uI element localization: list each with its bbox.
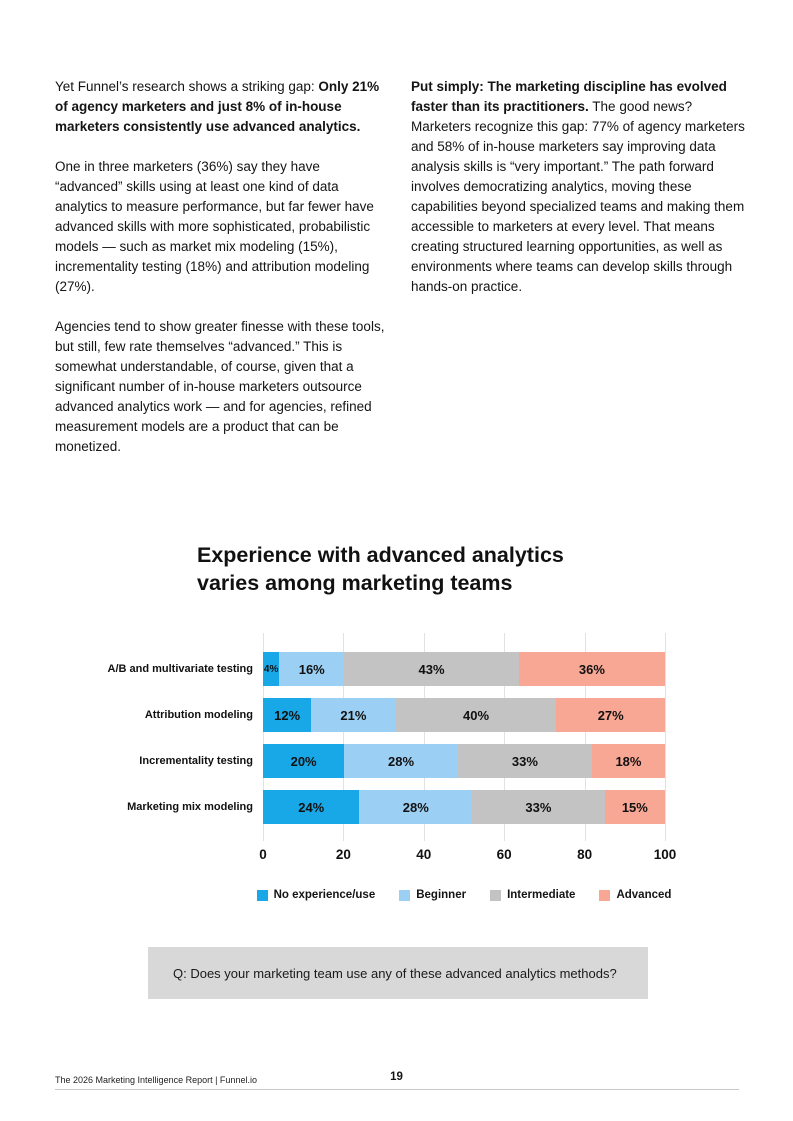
bar-segment [344,652,519,686]
paragraph [411,77,745,297]
chart-title [197,541,564,597]
bar-segment-value: 18% [615,753,642,769]
legend-swatch [399,890,410,901]
bar-segment-value: 28% [388,753,415,769]
bar-segment-value: 21% [340,707,367,723]
stacked-bar [263,652,665,686]
chart-category-label: Marketing mix modeling [127,801,253,813]
chart-row [55,790,665,824]
bar-segment [592,744,665,778]
x-tick-label: 80 [577,847,593,862]
x-axis-ticks [259,847,677,865]
chart-plot-area [55,633,665,841]
bar-segment [472,790,605,824]
bar-segment [311,698,395,732]
bar-segment-value: 16% [298,661,325,677]
left-text-column [55,77,389,477]
bar-segment-value: 12% [274,707,301,723]
legend-label: Intermediate [507,889,576,901]
chart-row [55,744,665,778]
legend-item [490,889,575,901]
legend-item [399,889,466,901]
chart-category-label: Attribution modeling [144,709,253,721]
x-tick-label: 0 [259,847,267,862]
x-tick-label: 40 [416,847,432,862]
legend-swatch [490,890,501,901]
x-tick-label: 100 [653,847,677,862]
paragraph: One in three marketers (36%) say they have “advanced” skills using at least one kind of data analytics to measure performance, but far fewer have advanced skills with more sophisticated, probabilistic models — such as market mix modeling (15%), incrementality testing (18%) and attribution modeling (27%). [55,159,374,294]
stacked-bar [263,744,665,778]
bar-segment-value: 43% [418,661,445,677]
paragraph [55,77,389,137]
stacked-bar [263,698,665,732]
paragraph-text: Yet Funnel’s research shows a striking gap: [55,79,319,94]
bar-segment-value: 33% [511,753,538,769]
footer-divider [55,1089,739,1090]
right-text-column [411,77,745,477]
paragraph-bold-text: Only 21% of agency marketers and just 8% of in-house marketers consistently use advanced analytics. [55,79,380,134]
chart-title-line-1: Experience with advanced analytics [197,543,564,567]
chart-row [55,652,665,686]
bar-segment [263,744,344,778]
survey-question-box [148,947,648,999]
bar-segment-value: 4% [263,663,279,675]
legend-item [599,889,671,901]
page-number: 19 [390,1071,403,1083]
bar-segment [279,652,344,686]
survey-question-text: Q: Does your marketing team use any of these advanced analytics methods? [173,965,617,981]
legend-swatch [599,890,610,901]
bar-segment [359,790,472,824]
stacked-bar-chart [55,633,677,901]
bar-segment [396,698,557,732]
footer-report-title: The 2026 Marketing Intelligence Report | Funnel.io [55,1075,257,1085]
paragraph-text: The good news? Marketers recognize this gap: 77% of agency marketers and 58% of in-house marketers say improving data analysis skills is “very important.” The path forward involves democratizing analytics, moving these capabilities beyond specialized teams and making them accessible to marketers at every level. That means creating structured learning opportunities, as well as environments where teams can develop skills through hands-on practice. [411,99,745,294]
bar-segment-value: 27% [597,707,624,723]
chart-rows [55,633,665,841]
chart-row [55,698,665,732]
chart-legend [263,889,672,901]
paragraph: Agencies tend to show greater finesse with these tools, but still, few rate themselves “advanced.” This is somewhat understandable, of course, given that a significant number of in-house marketers outsource advanced analytics work — and for agencies, refined measurement models are a product that can be monetized. [55,319,385,454]
legend-item [257,889,376,901]
bar-segment [263,698,311,732]
body-text-columns [55,77,745,477]
chart-category-label: A/B and multivariate testing [107,663,253,675]
x-tick-label: 60 [496,847,512,862]
bar-segment-value: 36% [578,661,605,677]
paragraph-bold-text: Put simply: The marketing discipline has evolved faster than its practitioners. [411,79,727,114]
bar-segment [519,652,665,686]
chart-category-label: Incrementality testing [139,755,253,767]
bar-segment-value: 28% [402,799,429,815]
bar-segment-value: 15% [621,799,648,815]
x-tick-label: 20 [335,847,351,862]
legend-label: No experience/use [273,889,376,901]
chart-title-line-2: varies among marketing teams [197,571,513,595]
bar-segment [344,744,458,778]
bar-segment [263,652,279,686]
bar-segment-value: 24% [298,799,325,815]
legend-label: Beginner [416,889,467,901]
bar-segment-value: 20% [290,753,317,769]
bar-segment-value: 40% [463,707,490,723]
stacked-bar [263,790,665,824]
legend-swatch [257,890,268,901]
legend-label: Advanced [616,889,672,901]
gridline [665,633,666,841]
bar-segment [263,790,359,824]
bar-segment-value: 33% [525,799,552,815]
bar-segment [605,790,665,824]
bar-segment [458,744,592,778]
bar-segment [556,698,665,732]
